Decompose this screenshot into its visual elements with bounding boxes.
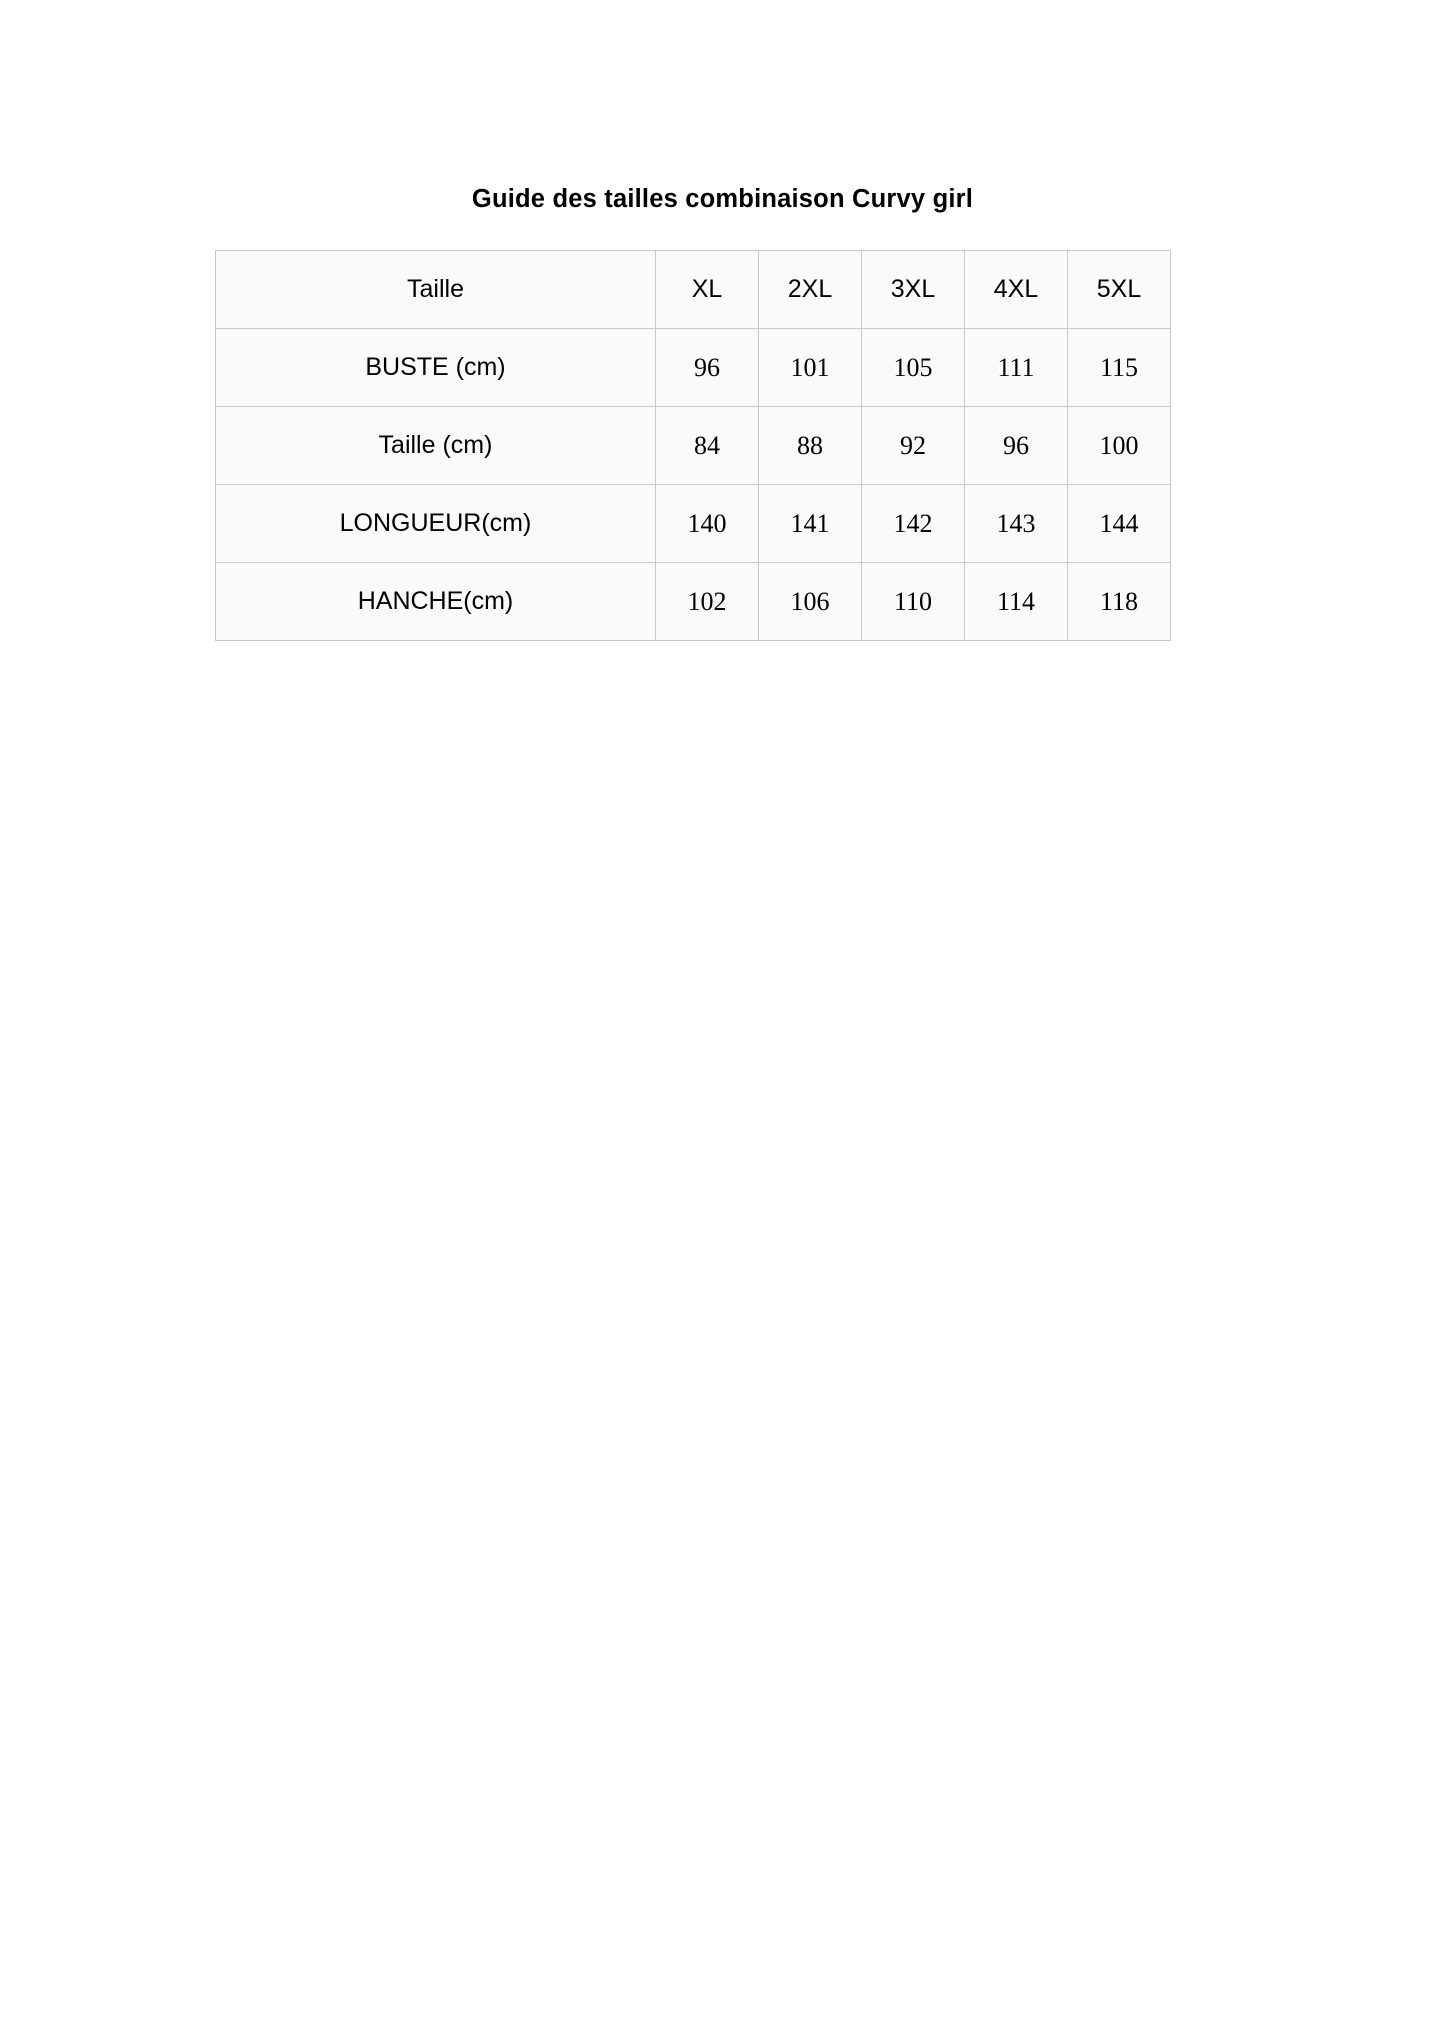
table-cell: 96 [656, 329, 759, 407]
table-cell: 92 [862, 407, 965, 485]
table-header-cell: 3XL [862, 251, 965, 329]
table-cell: 88 [759, 407, 862, 485]
table-cell: 142 [862, 485, 965, 563]
table-cell: 102 [656, 563, 759, 641]
table-cell: 118 [1068, 563, 1171, 641]
row-label: HANCHE(cm) [216, 563, 656, 641]
table-cell: 141 [759, 485, 862, 563]
table-cell: 96 [965, 407, 1068, 485]
table-row [216, 485, 1171, 563]
table-cell: 106 [759, 563, 862, 641]
table-cell: 114 [965, 563, 1068, 641]
table-row [216, 329, 1171, 407]
table-header-cell: XL [656, 251, 759, 329]
row-label: Taille (cm) [216, 407, 656, 485]
table-cell: 111 [965, 329, 1068, 407]
table-cell: 110 [862, 563, 965, 641]
table-header-cell: 2XL [759, 251, 862, 329]
table-cell: 100 [1068, 407, 1171, 485]
size-guide-table [215, 250, 1171, 641]
table-cell: 144 [1068, 485, 1171, 563]
table-cell: 101 [759, 329, 862, 407]
table-cell: 143 [965, 485, 1068, 563]
table-header-cell: 5XL [1068, 251, 1171, 329]
table-cell: 140 [656, 485, 759, 563]
table-cell: 115 [1068, 329, 1171, 407]
table-cell: 84 [656, 407, 759, 485]
row-label: LONGUEUR(cm) [216, 485, 656, 563]
table-row [216, 407, 1171, 485]
table-header-cell: 4XL [965, 251, 1068, 329]
table-header-row [216, 251, 1171, 329]
size-guide-table-container [215, 250, 1215, 641]
table-header-cell: Taille [216, 251, 656, 329]
page-title: Guide des tailles combinaison Curvy girl [471, 185, 974, 213]
row-label: BUSTE (cm) [216, 329, 656, 407]
table-row [216, 563, 1171, 641]
table-cell: 105 [862, 329, 965, 407]
